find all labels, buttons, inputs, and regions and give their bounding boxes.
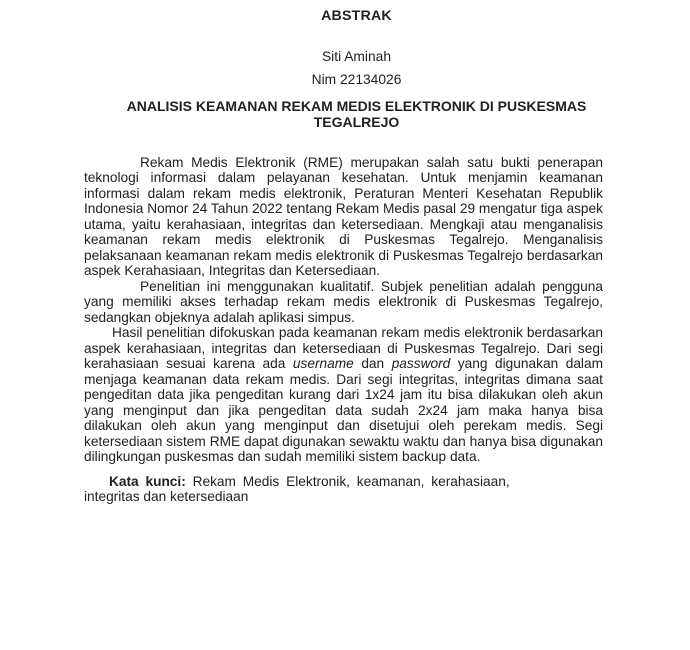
- abstract-heading: ABSTRAK: [321, 8, 392, 24]
- keywords-block: [84, 474, 603, 505]
- thesis-title: ANALISIS KEAMANAN REKAM MEDIS ELEKTRONIK DI PUSKESMAS TEGALREJO: [126, 97, 587, 130]
- keywords-line2: integritas dan ketersediaan: [84, 489, 249, 504]
- student-id: Nim 22134026: [311, 72, 402, 87]
- author-name: Siti Aminah: [321, 48, 392, 64]
- abstract-paragraph-2: Penelitian ini menggunakan kualitatif. Subjek penelitian adalah pengguna yang memiliki akses terhadap rekam medis elektronik di Puskesmas Tegalrejo, sedangkan objeknya adalah aplikasi simpus.: [84, 278, 603, 325]
- abstract-paragraph-3: Hasil penelitian difokuskan pada keamanan rekam medis elektronik berdasarkan aspek kerahasiaan, integritas dan ketersediaan di Puskesmas Tegalrejo. Dari segi kerahasiaan sesuai karena ada username dan password yang digunakan dalam menjaga keamanan data rekam medis. Dari segi integritas, integritas dimana saat pengeditan data jika pengeditan kurang dari 1x24 jam itu bisa dilakukan oleh akun yang menginput dan jika pengeditan data sudah 2x24 jam maka hanya bisa dilakukan oleh akun yang menginput dan disetujui oleh perekam medis. Segi ketersediaan sistem RME dapat digunakan sewaktu waktu dan hanya bisa digunakan dilingkungan puskesmas dan sudah memiliki sistem backup data.: [84, 325, 603, 464]
- abstract-paragraph-1: Rekam Medis Elektronik (RME) merupakan salah satu bukti penerapan teknologi informasi dalam pelayanan kesehatan. Untuk menjamin keamanan informasi dalam rekam medis elektronik, Peraturan Menteri Kesehatan Republik Indonesia Nomor 24 Tahun 2022 tentang Rekam Medis pasal 29 mengatur tiga aspek utama, yaitu kerahasiaan, integritas dan ketersediaan. Mengkaji atau menganalisis keamanan rekam medis elektronik di Puskesmas Tegalrejo. Menganalisis pelaksanaan keamanan rekam medis elektronik di Puskesmas Tegalrejo berdasarkan aspek Kerahasiaan, Integritas dan Ketersediaan.: [84, 154, 603, 278]
- keywords-line1: Rekam Medis Elektronik, keamanan, kerahasiaan,: [192, 473, 510, 489]
- keywords-label: Kata kunci:: [109, 473, 186, 489]
